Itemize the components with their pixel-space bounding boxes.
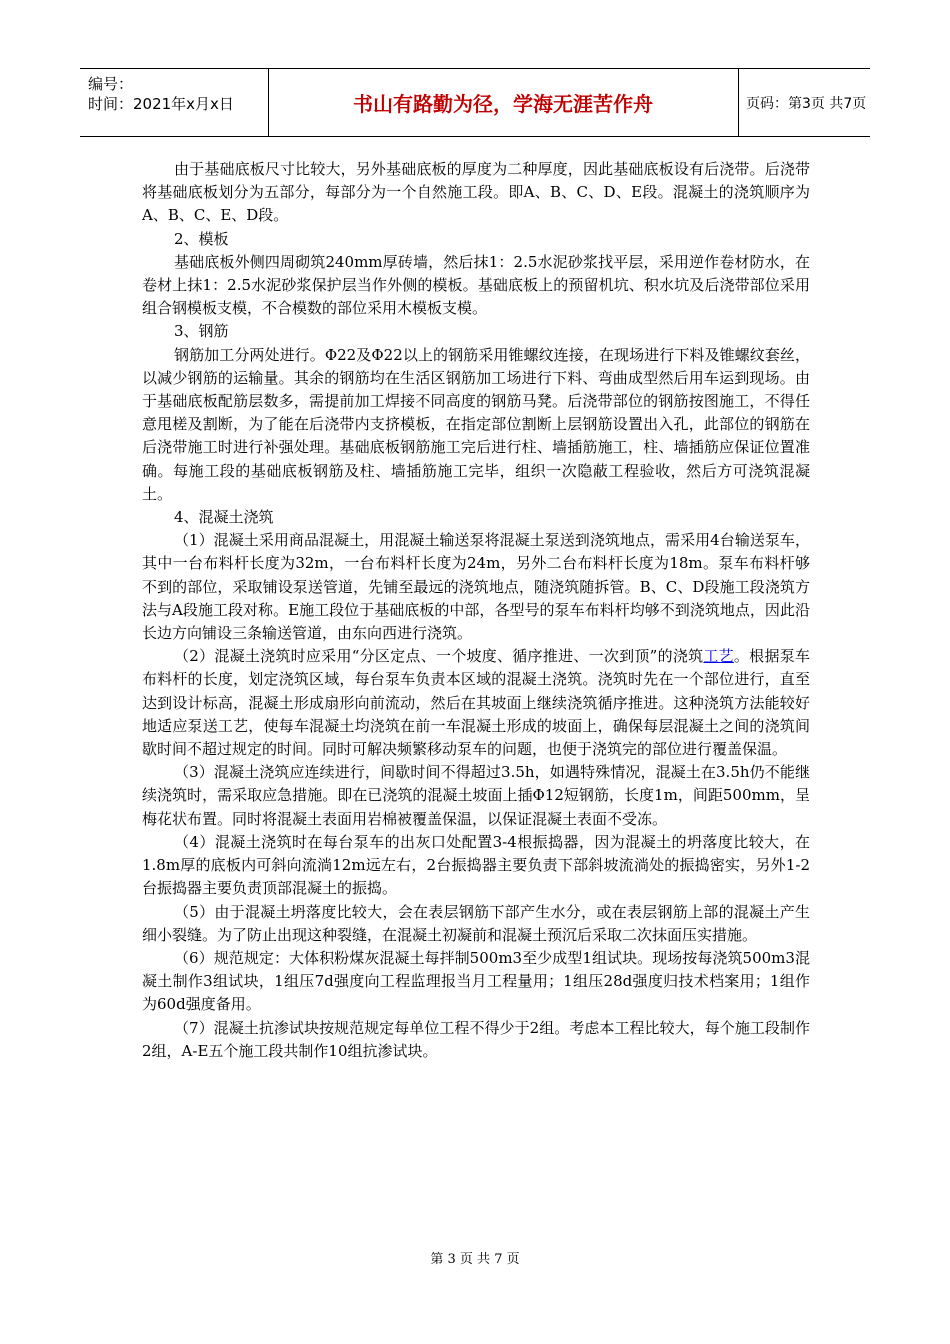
header-motto: 书山有路勤为径，学海无涯苦作舟: [268, 69, 739, 136]
process-link[interactable]: 工艺: [703, 647, 734, 666]
paragraph: 钢筋加工分两处进行。Φ22及Φ22以上的钢筋采用锥螺纹连接，在现场进行下料及锥螺纹套丝，以减少钢筋的运输量。其余的钢筋均在生活区钢筋加工场进行下料、弯曲成型然后用车运到现场。由于基础底板配筋层数多，需提前加工焊接不同高度的钢筋马凳。后浇带部位的钢筋按图施工，不得任意甩槎及割断，为了能在后浇带内支挤模板，在指定部位割断上层钢筋设置出入孔，此部位的钢筋在后浇带施工时进行补强处理。基础底板钢筋施工完后进行柱、墙插筋施工，柱、墙插筋应保证位置准确。每施工段的基础底板钢筋及柱、墙插筋施工完毕，组织一次隐蔽工程验收，然后方可浇筑混凝土。: [142, 345, 810, 503]
paragraph: 基础底板外侧四周砌筑240mm厚砖墙，然后抹1：2.5水泥砂浆找平层，采用逆作卷材防水，在卷材上抹1：2.5水泥砂浆保护层当作外侧的模板。基础底板上的预留机坑、积水坑及后浇带部位采用组合钢模板支模，不合模数的部位采用木模板支模。: [142, 252, 810, 318]
section-heading: 2、模板: [174, 229, 229, 248]
paragraph: （6）规范规定：大体积粉煤灰混凝土每拌制500m3至少成型1组试块。现场按每浇筑500m3混凝土制作3组试块，1组压7d强度向工程监理报当月工程量用；1组压28d强度归技术档案用；1组作为60d强度备用。: [142, 948, 810, 1014]
paragraph: （7）混凝土抗渗试块按规范规定每单位工程不得少于2组。考虑本工程比较大，每个施工段制作2组，A-E五个施工段共制作10组抗渗试块。: [142, 1018, 810, 1060]
paragraph-text: （2）混凝土浇筑时应采用“分区定点、一个坡度、循序推进、一次到顶”的浇筑: [174, 647, 704, 666]
document-number: 编号：: [88, 75, 134, 93]
paragraph: （5）由于混凝土坍落度比较大，会在表层钢筋下部产生水分，或在表层钢筋上部的混凝土产生细小裂缝。为了防止出现这种裂缝，在混凝土初凝前和混凝土预沉后采取二次抹面压实措施。: [142, 902, 810, 944]
header-page-number: 页码：第3页 共7页: [746, 95, 867, 112]
page-footer: 第 3 页 共 7 页: [430, 1252, 520, 1267]
section-heading: 4、混凝土浇筑: [174, 508, 274, 527]
page-header: [80, 68, 870, 137]
document-time: 时间：2021年x月x日: [88, 95, 234, 113]
paragraph-text: 。根据泵车布料杆的长度，划定浇筑区域，每台泵车负责本区域的混凝土浇筑。浇筑时先在一个部位进行，直至达到设计标高，混凝土形成扇形向前流动，然后在其坡面上继续浇筑循序推进。这种浇筑方法能较好地适应泵送工艺，使每车混凝土均浇筑在前一车混凝土形成的坡面上，确保每层混凝土之间的浇筑间歇时间不超过规定的时间。同时可解决频繁移动泵车的问题，也便于浇筑完的部位进行覆盖保温。: [142, 647, 810, 759]
document-body: [142, 158, 810, 1063]
paragraph: （1）混凝土采用商品混凝土，用混凝土输送泵将混凝土泵送到浇筑地点，需采用4台输送泵车，其中一台布料杆长度为32m，一台布料杆长度为24m，另外二台布料杆长度为18m。泵车布料杆够不到的部位，采取铺设泵送管道，先铺至最远的浇筑地点，随浇筑随拆管。B、C、D段施工段浇筑方法与A段施工段对称。E施工段位于基础底板的中部，各型号的泵车布料杆均够不到浇筑地点，因此沿长边方向铺设三条输送管道，由东向西进行浇筑。: [142, 531, 810, 643]
paragraph: （3）混凝土浇筑应连续进行，间歇时间不得超过3.5h，如遇特殊情况，混凝土在3.5h仍不能继续浇筑时，需采取应急措施。即在已浇筑的混凝土坡面上插Φ12短钢筋，长度1m，间距500mm，呈梅花状布置。同时将混凝土表面用岩棉被覆盖保温，以保证混凝土表面不受冻。: [142, 763, 810, 828]
header-info: [80, 69, 269, 136]
paragraph: （4）混凝土浇筑时在每台泵车的出灰口处配置3-4根振捣器，因为混凝土的坍落度比较大，在1.8m厚的底板内可斜向流淌12m远左右，2台振捣器主要负责下部斜坡流淌处的振捣密实，另外1-2台振捣器主要负责顶部混凝土的振捣。: [142, 832, 810, 898]
section-heading: 3、钢筋: [174, 322, 229, 341]
paragraph: [142, 645, 810, 761]
paragraph: 由于基础底板尺寸比较大，另外基础底板的厚度为二种厚度，因此基础底板设有后浇带。后浇带将基础底板划分为五部分，每部分为一个自然施工段。即A、B、C、D、E段。混凝土的浇筑顺序为A、B、C、E、D段。: [142, 160, 810, 225]
